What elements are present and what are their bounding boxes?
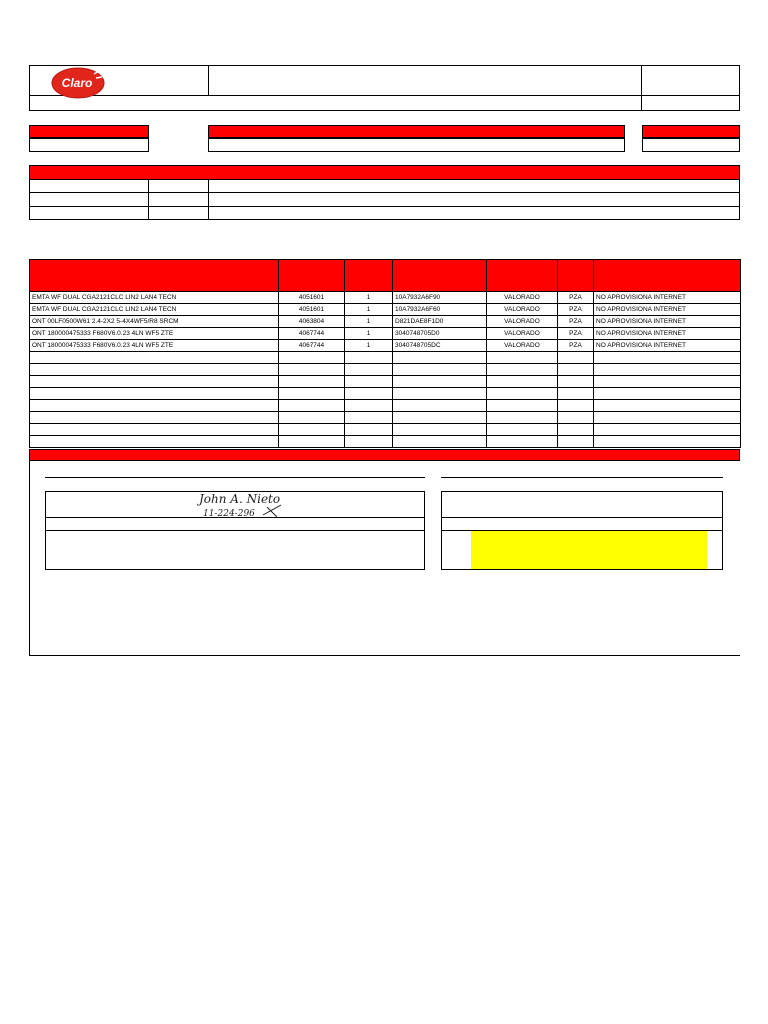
empty-cell-code — [279, 388, 345, 400]
header-cell-description — [30, 260, 279, 292]
empty-cell-qty — [345, 436, 393, 448]
empty-cell-description — [30, 352, 279, 364]
empty-cell-serial — [393, 424, 487, 436]
signature-line-left — [45, 477, 425, 478]
empty-cell-qty — [345, 412, 393, 424]
empty-cell-note — [594, 364, 741, 376]
empty-cell-status — [487, 352, 558, 364]
signature-line-right — [441, 477, 723, 478]
empty-cell-unit — [558, 388, 594, 400]
empty-cell-unit — [558, 412, 594, 424]
table-cell-description: ONT 180000475333 F680V6.0.23 4LN WF5 ZTE — [30, 328, 279, 340]
table-row — [30, 340, 741, 352]
info-grid — [29, 179, 740, 220]
empty-table-row — [30, 364, 741, 376]
empty-cell-description — [30, 376, 279, 388]
empty-cell-code — [279, 364, 345, 376]
empty-cell-qty — [345, 388, 393, 400]
info-grid-row-line-1 — [29, 192, 740, 193]
label-bar-3 — [642, 125, 740, 138]
empty-cell-code — [279, 352, 345, 364]
table-cell-code: 4067744 — [279, 328, 345, 340]
empty-cell-description — [30, 364, 279, 376]
empty-cell-description — [30, 424, 279, 436]
field-box-1 — [29, 138, 149, 152]
table-cell-note: NO APROVISIONA INTERNET — [594, 316, 741, 328]
table-cell-serial: 10A7932A6F60 — [393, 304, 487, 316]
empty-cell-serial — [393, 436, 487, 448]
table-cell-serial: 3040748705DC — [393, 340, 487, 352]
empty-cell-note — [594, 388, 741, 400]
table-cell-note: NO APROVISIONA INTERNET — [594, 304, 741, 316]
empty-cell-description — [30, 412, 279, 424]
table-cell-serial: D821DAE8F1D0 — [393, 316, 487, 328]
svg-text:John A. Nieto: John A. Nieto — [199, 492, 281, 506]
header-cell-status — [487, 260, 558, 292]
empty-cell-serial — [393, 364, 487, 376]
info-grid-col-line-2 — [208, 179, 209, 220]
table-cell-serial: 10A7932A6F90 — [393, 292, 487, 304]
table-cell-status: VALORADO — [487, 304, 558, 316]
table-cell-status: VALORADO — [487, 316, 558, 328]
empty-cell-serial — [393, 388, 487, 400]
table-cell-serial: 3040748705D0 — [393, 328, 487, 340]
empty-cell-status — [487, 388, 558, 400]
yellow-highlight-field — [471, 531, 707, 569]
empty-cell-status — [487, 376, 558, 388]
empty-table-row — [30, 412, 741, 424]
empty-table-row — [30, 388, 741, 400]
empty-cell-code — [279, 400, 345, 412]
empty-cell-unit — [558, 352, 594, 364]
empty-table-row — [30, 376, 741, 388]
header-cell-note — [594, 260, 741, 292]
field-box-2 — [208, 138, 625, 152]
svg-text:Claro: Claro — [61, 76, 93, 90]
empty-cell-qty — [345, 400, 393, 412]
table-cell-unit: PZA — [558, 340, 594, 352]
header-frame — [29, 65, 740, 111]
table-cell-qty: 1 — [345, 340, 393, 352]
table-cell-status: VALORADO — [487, 292, 558, 304]
header-divider-left — [208, 65, 209, 95]
info-grid-header — [29, 165, 740, 180]
empty-cell-description — [30, 388, 279, 400]
empty-cell-status — [487, 364, 558, 376]
table-cell-description: EMTA WF DUAL CGA2121CLC LIN2 LAN4 TECN — [30, 304, 279, 316]
svg-text:11-224-296: 11-224-296 — [203, 509, 255, 519]
empty-cell-note — [594, 424, 741, 436]
empty-cell-description — [30, 400, 279, 412]
empty-table-row — [30, 436, 741, 448]
table-cell-qty: 1 — [345, 292, 393, 304]
table-cell-unit: PZA — [558, 292, 594, 304]
empty-cell-note — [594, 376, 741, 388]
header-cell-code — [279, 260, 345, 292]
empty-cell-qty — [345, 364, 393, 376]
table-cell-description: EMTA WF DUAL CGA2121CLC LIN2 LAN4 TECN — [30, 292, 279, 304]
empty-table-row — [30, 400, 741, 412]
empty-cell-serial — [393, 412, 487, 424]
empty-cell-serial — [393, 376, 487, 388]
empty-cell-qty — [345, 352, 393, 364]
empty-cell-code — [279, 376, 345, 388]
empty-cell-unit — [558, 376, 594, 388]
table-cell-unit: PZA — [558, 316, 594, 328]
empty-cell-note — [594, 436, 741, 448]
empty-cell-code — [279, 412, 345, 424]
empty-cell-code — [279, 436, 345, 448]
footer-red-bar — [29, 449, 740, 461]
table-row — [30, 328, 741, 340]
header-row-divider — [29, 95, 740, 96]
signature-name-box-left — [45, 517, 425, 531]
empty-cell-description — [30, 436, 279, 448]
empty-cell-qty — [345, 424, 393, 436]
field-box-3 — [642, 138, 740, 152]
empty-table-row — [30, 424, 741, 436]
table-cell-note: NO APROVISIONA INTERNET — [594, 340, 741, 352]
signature-details-box-left — [45, 530, 425, 570]
header-cell-unit — [558, 260, 594, 292]
table-cell-code: 4051601 — [279, 292, 345, 304]
empty-cell-serial — [393, 352, 487, 364]
table-cell-status: VALORADO — [487, 328, 558, 340]
empty-cell-unit — [558, 436, 594, 448]
table-row — [30, 316, 741, 328]
empty-cell-status — [487, 436, 558, 448]
table-cell-description: ONT 180000475333 F680V6.0.23 4LN WF5 ZTE — [30, 340, 279, 352]
empty-table-row — [30, 352, 741, 364]
table-cell-note: NO APROVISIONA INTERNET — [594, 328, 741, 340]
handwritten-signature — [197, 489, 287, 519]
signature-name-box-right — [441, 517, 723, 531]
table-row — [30, 292, 741, 304]
label-bar-1 — [29, 125, 149, 138]
bottom-frame-left — [29, 461, 30, 656]
table-cell-note: NO APROVISIONA INTERNET — [594, 292, 741, 304]
table-cell-code: 4067744 — [279, 340, 345, 352]
header-divider-right — [641, 65, 642, 111]
table-row — [30, 304, 741, 316]
table-cell-description: ONT 00LF0500W61 2.4-2X2 5-4X4WF5/R8 SRCM — [30, 316, 279, 328]
empty-cell-status — [487, 400, 558, 412]
table-cell-status: VALORADO — [487, 340, 558, 352]
table-cell-unit: PZA — [558, 328, 594, 340]
empty-cell-status — [487, 424, 558, 436]
bottom-frame-bottom — [29, 655, 740, 656]
items-table — [29, 259, 741, 448]
empty-cell-serial — [393, 400, 487, 412]
empty-cell-qty — [345, 376, 393, 388]
empty-cell-note — [594, 400, 741, 412]
empty-cell-code — [279, 424, 345, 436]
info-grid-row-line-2 — [29, 206, 740, 207]
table-cell-unit: PZA — [558, 304, 594, 316]
empty-cell-note — [594, 412, 741, 424]
signature-box-right — [441, 491, 723, 518]
table-cell-qty: 1 — [345, 304, 393, 316]
header-cell-serial — [393, 260, 487, 292]
empty-cell-unit — [558, 364, 594, 376]
info-grid-col-line-1 — [148, 179, 149, 220]
header-cell-qty — [345, 260, 393, 292]
empty-cell-note — [594, 352, 741, 364]
label-bar-2 — [208, 125, 625, 138]
table-cell-code: 4063804 — [279, 316, 345, 328]
items-header-row — [30, 260, 741, 292]
empty-cell-unit — [558, 400, 594, 412]
empty-cell-status — [487, 412, 558, 424]
claro-logo — [50, 66, 106, 100]
table-cell-qty: 1 — [345, 316, 393, 328]
empty-cell-unit — [558, 424, 594, 436]
table-cell-qty: 1 — [345, 328, 393, 340]
table-cell-code: 4051601 — [279, 304, 345, 316]
